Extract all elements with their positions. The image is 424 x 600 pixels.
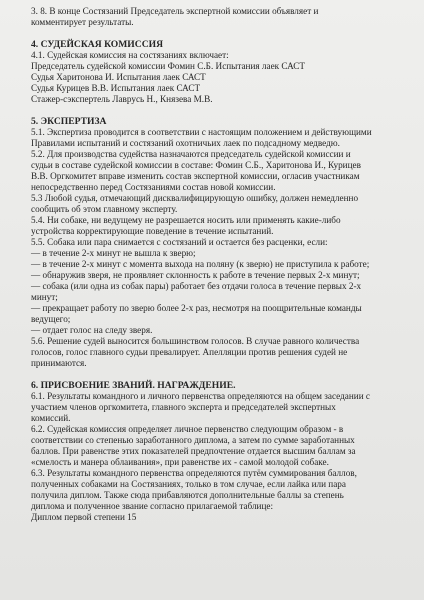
section-5-line: — в течение 2-х минут не вышла к зверю;: [31, 248, 196, 258]
spacer: [31, 369, 414, 380]
intro-line-2: комментирует результаты.: [31, 17, 134, 27]
section-4-line: 4.1. Судейская комиссия на состязаниях включает:: [31, 50, 229, 60]
section-4-line: Судья Курицев В.В. Испытания лаек САСТ: [31, 83, 201, 93]
spacer: [31, 28, 414, 39]
section-6-line: диплома и полученное звание согласно прилагаемой таблице:: [31, 501, 274, 511]
section-5-line: — обнаружив зверя, не проявляет склонность к работе в течение первых 2-х минут;: [31, 270, 360, 280]
section-6-line: 6.1. Результаты командного и личного первенства определяются на общем заседании с: [31, 391, 371, 401]
section-5-title: 5. ЭКСПЕРТИЗА: [31, 116, 107, 127]
section-6-line: 6.2. Судейская комиссия определяет личное первенство следующим образом - в: [31, 424, 344, 434]
section-5-line: — прекращает работу по зверю более 2-х раз, несмотря на поощрительные команды: [31, 303, 362, 313]
section-5-line: ведущего;: [31, 314, 71, 324]
section-5-line: судьи в составе судейской комиссии в составе: Фомин С.Б., Харитонова И., Курицев: [31, 160, 361, 170]
section-6-line: участием членов оргкомитета, главного эксперта и председателей экспертных: [31, 402, 336, 412]
section-5-line: голосов, голос главного судьи превалирует. Апелляции против решения судей не: [31, 347, 348, 357]
section-6-line: соответствии со степенью заработанного диплома, а затем по сумме заработанных: [31, 435, 355, 445]
section-6-line: получила диплом. Также сюда прибавляются дополнительные баллы за степень: [31, 490, 344, 500]
spacer: [31, 105, 414, 116]
section-5-line: 5.1. Экспертиза проводится в соответствии с настоящим положением и действующими: [31, 127, 372, 137]
section-5-line: устройства корректирующие поведение в течение испытаний.: [31, 226, 274, 236]
section-5-line: принимаются.: [31, 358, 87, 368]
section-5-line: 5.2. Для производства судейства назначаются председатель судейской комиссии и: [31, 149, 351, 159]
section-5-line: минут;: [31, 292, 58, 302]
section-5-line: 5.6. Решение судей выносится большинством голосов. В случае равного количества: [31, 336, 360, 346]
section-4-title: 4. СУДЕЙСКАЯ КОМИССИЯ: [31, 39, 164, 50]
section-6-line: Диплом первой степени 15: [31, 512, 137, 522]
section-6-line: баллов. При равенстве этих показателей предпочтение отдается высшим баллам за: [31, 446, 356, 456]
section-6-line: полученных собаками на Состязаниях, только в том случае, если лайка или пара: [31, 479, 346, 489]
intro-line-1: 3. 8. В конце Состязаний Председатель экспертной комиссии объявляет и: [31, 6, 319, 16]
section-5-line: 5.4. Ни собаке, ни ведущему не разрешается носить или применять какие-либо: [31, 215, 341, 225]
section-5-line: — собака (или одна из собак пары) работает без отдачи голоса в течение первых 2-х: [31, 281, 362, 291]
section-5-line: — отдает голос на следу зверя.: [31, 325, 153, 335]
section-4-line: Судья Харитонова И. Испытания лаек САСТ: [31, 72, 206, 82]
section-5-line: Правилами испытаний и состязаний охотничьих лаек по подсадному медведю.: [31, 138, 340, 148]
section-6-line: 6.3. Результаты командного первенства определяются путём суммирования баллов,: [31, 468, 357, 478]
section-5-line: 5.3 Любой судья, отмечающий дисквалифицирующую ошибку, должен немедленно: [31, 193, 359, 203]
section-5-line: — в течение 2-х минут с момента выхода на поляну (к зверю) не приступила к работе;: [31, 259, 370, 269]
section-6-line: комиссий.: [31, 413, 71, 423]
section-6-line: «смелость и манера облаивания», при равенстве их - самой молодой собаке.: [31, 457, 329, 467]
section-5-line: сообщить об этом главному эксперту.: [31, 204, 178, 214]
section-5-line: В.В. Оргкомитет вправе изменить состав экспертной комиссии, огласив участникам: [31, 171, 360, 181]
section-5-line: непосредственно перед Состязаниями состав новой комиссии.: [31, 182, 276, 192]
section-6-title: 6. ПРИСВОЕНИЕ ЗВАНИЙ. НАГРАЖДЕНИЕ.: [31, 380, 236, 391]
section-4-line: Председатель судейской комиссии Фомин С.Б. Испытания лаек САСТ: [31, 61, 306, 71]
section-4-line: Стажер-сэкспертель Лаврусь Н., Князева М.В.: [31, 94, 213, 104]
section-5-line: 5.5. Собака или пара снимается с состязаний и остается без расценки, если:: [31, 237, 328, 247]
